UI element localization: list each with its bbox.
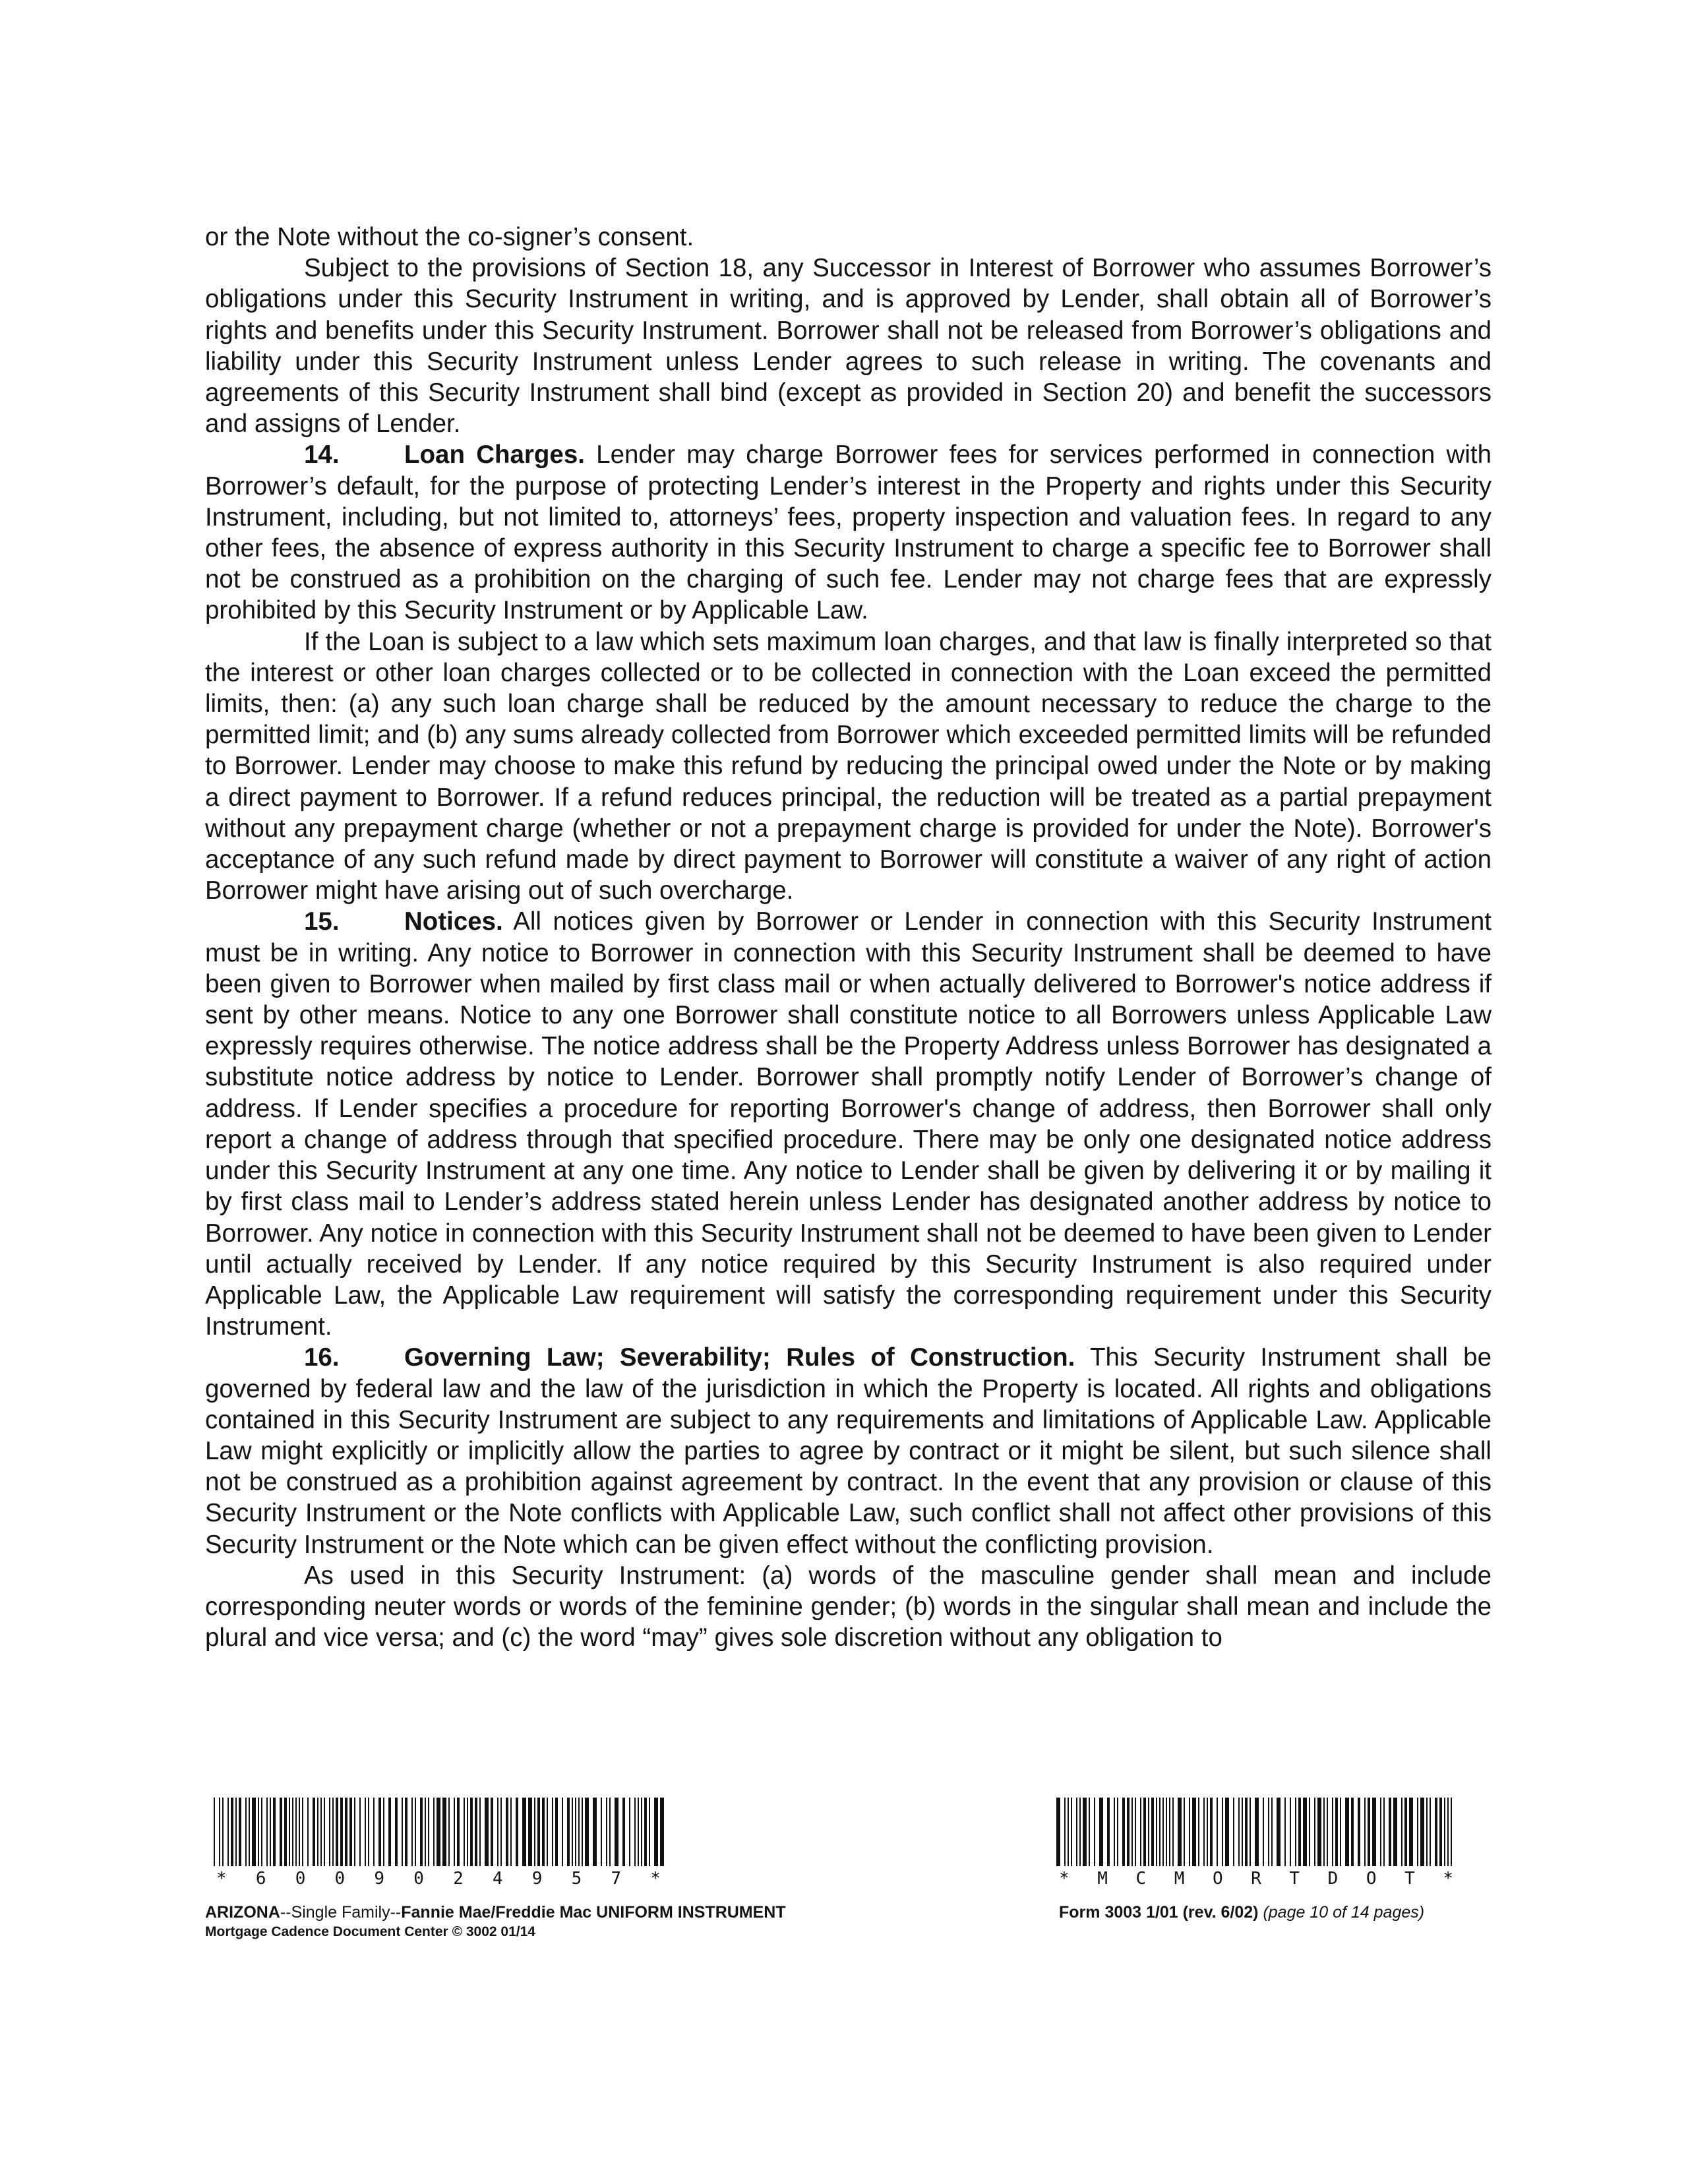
barcode-char: * [650, 1869, 661, 1889]
section-14-loan-charges [205, 439, 1492, 626]
barcode-bar [547, 1798, 548, 1866]
barcode-bar [349, 1798, 352, 1866]
barcode-bar [1210, 1798, 1213, 1866]
barcode-bar [641, 1798, 642, 1866]
barcode-bar [516, 1798, 518, 1866]
barcode-char: T [1404, 1869, 1415, 1889]
barcode-bar [1140, 1798, 1141, 1866]
barcode-bar [1203, 1798, 1205, 1866]
barcode-char: * [216, 1869, 227, 1889]
barcode-bar [1225, 1798, 1229, 1866]
barcode-bar [415, 1798, 416, 1866]
section-16-text: This Security Instrument shall be governed by federal law and the law of the jurisdiction in which the Property is located. All rights and obligations contained in this Security Instrument are subject to any requirements and limitations of Applicable Law. Applicable Law might explicitly or implicitly allow the parties to agree by contract or it might be silent, but such silence shall not be construed as a prohibition against agreement by contract. In the event that any provision or clause of this Security Instrument or the Note conflicts with Applicable Law, such conflict shall not affect other provisions of this Security Instrument or the Note which can be given effect without the conflicting provision. [205, 1343, 1492, 1559]
barcode-bar [470, 1798, 473, 1866]
barcode-bar [1368, 1798, 1370, 1866]
barcode-bar [510, 1798, 512, 1866]
barcode-bar [345, 1798, 347, 1866]
barcode-bar [1099, 1798, 1103, 1866]
barcode-bar [1309, 1798, 1310, 1866]
barcode-bar [1068, 1798, 1069, 1866]
barcode-bar [609, 1798, 611, 1866]
barcode-bar [1335, 1798, 1338, 1866]
barcode-bar [1409, 1798, 1413, 1866]
section-15-number: 15. [304, 907, 340, 936]
barcode-char: 2 [453, 1869, 464, 1889]
barcode-bar [1198, 1798, 1199, 1866]
barcode-bar [1156, 1798, 1157, 1866]
barcode-bar [1122, 1798, 1125, 1866]
barcode-bar [629, 1798, 630, 1866]
barcode-bar [383, 1798, 384, 1866]
barcode-char: 0 [295, 1869, 306, 1889]
barcode-bar [258, 1798, 259, 1866]
barcode-bar [249, 1798, 250, 1866]
barcode-bar [307, 1798, 309, 1866]
barcode-bar [313, 1798, 315, 1866]
barcode-bar [219, 1798, 220, 1866]
barcode-bar [638, 1798, 639, 1866]
barcode-bar [457, 1798, 460, 1866]
barcode-bar [1079, 1798, 1081, 1866]
barcode-bar [227, 1798, 229, 1866]
barcode-bar [1417, 1798, 1418, 1866]
footer-instrument-name: Fannie Mae/Freddie Mac UNIFORM INSTRUMENT [401, 1903, 786, 1922]
barcode-bar [567, 1798, 570, 1866]
barcode-bar [1401, 1798, 1402, 1866]
barcode-bar [266, 1798, 268, 1866]
paragraph-successor-in-interest: Subject to the provisions of Section 18, any Successor in Interest of Borrower who assumes Borrower’s obligations under this Security Instrument in writing, and is approved by Lender, shall obtain all of Borrower’s rights and benefits under this Security Instrument. Borrower shall not be released from Borrower’s obligations and liability under this Security Instrument unless Lender agrees to such release in writing. The covenants and agreements of this Security Instrument shall bind (except as provided in Section 20) and benefit the successors and assigns of Lender. [205, 254, 1492, 439]
barcode-bar [428, 1798, 429, 1866]
barcode-caption [212, 1869, 665, 1889]
footer-document-center: Mortgage Cadence Document Center © 3002 01/14 [205, 1924, 535, 1939]
barcode-bar [354, 1798, 355, 1866]
barcode-bar [606, 1798, 607, 1866]
barcode-bar [1439, 1798, 1442, 1866]
barcode-bar [1143, 1798, 1146, 1866]
barcode-bar [1323, 1798, 1325, 1866]
barcode-bar [231, 1798, 233, 1866]
barcode-bar [214, 1798, 215, 1866]
barcode-bar [1107, 1798, 1110, 1866]
barcode-bar [222, 1798, 224, 1866]
document-id-barcode [212, 1798, 665, 1889]
barcode-bar [280, 1798, 282, 1866]
section-14-number: 14. [304, 440, 340, 470]
barcode-caption [1055, 1869, 1457, 1889]
barcode-bar [1192, 1798, 1196, 1866]
barcode-bar [1222, 1798, 1223, 1866]
barcode-bar [601, 1798, 602, 1866]
barcode-bar [582, 1798, 583, 1866]
section-14-title: Loan Charges. [404, 440, 585, 470]
barcode-bar [284, 1798, 287, 1866]
barcode-bar [1271, 1798, 1273, 1866]
barcode-bar [506, 1798, 508, 1866]
footer-form-identity [205, 1902, 786, 1941]
barcode-bar [1364, 1798, 1366, 1866]
barcode-char: 7 [611, 1869, 622, 1889]
barcode-char: 5 [571, 1869, 582, 1889]
barcode-bar [1404, 1798, 1407, 1866]
barcode-bar [324, 1798, 325, 1866]
footer-state: ARIZONA [205, 1903, 280, 1922]
barcode-bar [1207, 1798, 1208, 1866]
barcode-bar [615, 1798, 618, 1866]
section-16-title: Governing Law; Severability; Rules of Construction. [404, 1343, 1075, 1372]
barcode-bar [649, 1798, 650, 1866]
barcode-bar [1117, 1798, 1118, 1866]
barcode-bar [1303, 1798, 1307, 1866]
barcode-bar [644, 1798, 647, 1866]
barcode-bar [1233, 1798, 1234, 1866]
barcode-char: 6 [255, 1869, 266, 1889]
barcode-bar [1245, 1798, 1248, 1866]
barcode-bars [1055, 1798, 1457, 1866]
barcode-bar [405, 1798, 407, 1866]
barcode-bar [660, 1798, 664, 1866]
barcode-bar [373, 1798, 375, 1866]
barcode-char: O [1212, 1869, 1223, 1889]
barcode-bar [442, 1798, 446, 1866]
barcode-bar [1114, 1798, 1115, 1866]
barcode-char: 4 [492, 1869, 503, 1889]
barcode-bar [425, 1798, 426, 1866]
barcode-bar [1317, 1798, 1321, 1866]
barcode-bar [437, 1798, 440, 1866]
barcode-bar [1064, 1798, 1066, 1866]
barcode-bar [1340, 1798, 1341, 1866]
section-15-title: Notices. [404, 907, 503, 936]
barcode-bar [1277, 1798, 1281, 1866]
barcode-bar [1094, 1798, 1095, 1866]
barcode-char: 0 [334, 1869, 346, 1889]
barcode-bar [1420, 1798, 1424, 1866]
barcode-char: 0 [413, 1869, 424, 1889]
barcode-bar [1178, 1798, 1182, 1866]
barcode-bar [329, 1798, 330, 1866]
barcode-bar [555, 1798, 558, 1866]
barcode-bar [1263, 1798, 1264, 1866]
barcode-bar [302, 1798, 303, 1866]
barcode-char: D [1327, 1869, 1339, 1889]
document-body [205, 222, 1492, 1653]
barcode-bar [261, 1798, 262, 1866]
barcode-bar [395, 1798, 398, 1866]
barcode-bar [1284, 1798, 1286, 1866]
barcode-bar [552, 1798, 553, 1866]
barcode-bar [1242, 1798, 1243, 1866]
section-16-number: 16. [304, 1343, 340, 1372]
barcode-char: * [1059, 1869, 1070, 1889]
barcode-bar [1268, 1798, 1269, 1866]
barcode-bar [433, 1798, 435, 1866]
barcode-bar [497, 1798, 498, 1866]
section-15-text: All notices given by Borrower or Lender in connection with this Security Instrument must be in writing. Any notice to Borrower in connection with this Security Instrument shall be deemed to have been given to Borrower when mailed by first class mail or when actually delivered to Borrower's notice address if sent by other means. Notice to any one Borrower shall constitute notice to all Borrowers unless Applicable Law expressly requires otherwise. The notice address shall be the Property Address unless Borrower has designated a substitute notice address by notice to Lender. Borrower shall promptly notify Lender of Borrower’s change of address. If Lender specifies a procedure for reporting Borrower's change of address, then Borrower shall only report a change of address through that specified procedure. There may be only one designated notice address under this Security Instrument at any one time. Any notice to Lender shall be given by delivering it or by mailing it by first class mail to Lender’s address stated herein unless Lender has designated another address by notice to Borrower. Any notice in connection with this Security Instrument shall not be deemed to have been given to Lender until actually received by Lender. If any notice required by this Security Instrument is also required under Applicable Law, the Applicable Law requirement will satisfy the corresponding requirement under this Security Instrument. [205, 907, 1492, 1341]
barcode-bar [467, 1798, 468, 1866]
barcode-bar [1131, 1798, 1133, 1866]
barcode-bar [1332, 1798, 1333, 1866]
barcode-bar [295, 1798, 297, 1866]
barcode-char: T [1289, 1869, 1300, 1889]
barcode-bar [252, 1798, 256, 1866]
barcode-bar [479, 1798, 481, 1866]
barcode-bar [332, 1798, 334, 1866]
barcode-bar [235, 1798, 237, 1866]
barcode-bar [585, 1798, 589, 1866]
barcode-bar [464, 1798, 465, 1866]
barcode-bar [634, 1798, 636, 1866]
barcode-bar [1159, 1798, 1160, 1866]
page-indicator: (page 10 of 14 pages) [1263, 1903, 1425, 1922]
barcode-bar [1151, 1798, 1154, 1866]
paragraph-maximum-loan-charges: If the Loan is subject to a law which sets maximum loan charges, and that law is finally interpreted so that the interest or other loan charges collected or to be collected in connection with the Loan exceed the permitted limits, then: (a) any such loan charge shall be reduced by the amount necessary to reduce the charge to the permitted limit; and (b) any sums already collected from Borrower which exceeded permitted limits will be refunded to Borrower. Lender may choose to make this refund by reducing the principal owed under the Note or by making a direct payment to Borrower. If a refund reduces principal, the reduction will be treated as a partial prepayment without any prepayment charge (whether or not a prepayment charge is provided for under the Note). Borrower's acceptance of any such refund made by direct payment to Borrower will constitute a waiver of any right of action Borrower might have arising out of such overcharge. [205, 627, 1492, 905]
barcode-bar [448, 1798, 450, 1866]
barcode-bar [534, 1798, 535, 1866]
barcode-bar [336, 1798, 338, 1866]
barcode-bar [1184, 1798, 1185, 1866]
barcode-bar [245, 1798, 247, 1866]
barcode-bar [1290, 1798, 1291, 1866]
barcode-bar [1447, 1798, 1449, 1866]
barcode-bar [1071, 1798, 1072, 1866]
barcode-bar [1089, 1798, 1090, 1866]
barcode-char: M [1097, 1869, 1108, 1889]
barcode-char: R [1251, 1869, 1261, 1889]
barcode-bar [1389, 1798, 1391, 1866]
barcode-bar [1314, 1798, 1315, 1866]
barcode-char: 9 [374, 1869, 385, 1889]
barcode-bar [411, 1798, 413, 1866]
barcode-bar [289, 1798, 290, 1866]
barcode-bar [1217, 1798, 1218, 1866]
barcode-bar [402, 1798, 403, 1866]
paragraph-cosigner-end: or the Note without the co-signer’s consent. [205, 223, 694, 251]
section-14-text: Lender may charge Borrower fees for services performed in connection with Borrower’s default, for the purpose of protecting Lender’s interest in the Property and rights under this Security Instrument, including, but not limited to, attorneys’ fees, property inspection and valuation fees. In regard to any other fees, the absence of express authority in this Security Instrument to charge a specific fee to Borrower shall not be construed as a prohibition on the charging of such fee. Lender may not charge fees that are expressly prohibited by this Security Instrument or by Applicable Law. [205, 440, 1492, 625]
barcode-bar [528, 1798, 532, 1866]
footer-instrument-title [205, 1902, 786, 1923]
barcode-bar [1250, 1798, 1251, 1866]
barcode-bar [359, 1798, 361, 1866]
barcode-bar [299, 1798, 300, 1866]
barcode-bar [273, 1798, 276, 1866]
barcode-char: O [1366, 1869, 1377, 1889]
barcode-bar [1076, 1798, 1077, 1866]
barcode-bar [622, 1798, 625, 1866]
barcode-bar [320, 1798, 322, 1866]
barcode-bar [1358, 1798, 1360, 1866]
barcode-bar [475, 1798, 477, 1866]
paragraph-rules-of-construction: As used in this Security Instrument: (a) words of the masculine gender shall mean and include corresponding neuter words or words of the feminine gender; (b) words in the singular shall mean and include the plural and vice versa; and (c) the word “may” gives sole discretion without any obligation to [205, 1561, 1492, 1653]
barcode-bar [420, 1798, 423, 1866]
barcode-bar [485, 1798, 489, 1866]
barcode-bar [562, 1798, 563, 1866]
barcode-bar [1056, 1798, 1060, 1866]
barcode-bar [270, 1798, 271, 1866]
footer-form-number [1059, 1902, 1424, 1923]
barcode-bar [593, 1798, 597, 1866]
barcode-bar [1189, 1798, 1190, 1866]
barcode-bar [1430, 1798, 1431, 1866]
barcode-bar [1327, 1798, 1328, 1866]
barcode-bar [1383, 1798, 1385, 1866]
barcode-bar [1372, 1798, 1376, 1866]
barcode-bar [1172, 1798, 1174, 1866]
barcode-bar [537, 1798, 540, 1866]
barcode-bar [317, 1798, 318, 1866]
barcode-char: M [1174, 1869, 1185, 1889]
barcode-bar [1426, 1798, 1428, 1866]
barcode-bar [1298, 1798, 1301, 1866]
barcode-bar [1351, 1798, 1354, 1866]
barcode-bar [578, 1798, 580, 1866]
footer-form-id: Form 3003 1/01 (rev. 6/02) [1059, 1903, 1259, 1922]
barcode-char: * [1443, 1869, 1453, 1889]
barcode-bar [292, 1798, 293, 1866]
barcode-bar [575, 1798, 576, 1866]
barcode-bar [500, 1798, 502, 1866]
barcode-bar [340, 1798, 343, 1866]
barcode-bar [522, 1798, 526, 1866]
barcode-bar [542, 1798, 545, 1866]
footer-property-type: --Single Family-- [280, 1903, 402, 1922]
barcode-bar [368, 1798, 369, 1866]
barcode-char: C [1135, 1869, 1147, 1889]
section-16-governing-law [205, 1342, 1492, 1560]
barcode-bar [1238, 1798, 1240, 1866]
barcode-bar [388, 1798, 391, 1866]
barcode-bar [1169, 1798, 1170, 1866]
barcode-bar [378, 1798, 381, 1866]
barcode-bar [1295, 1798, 1296, 1866]
barcode-bar [572, 1798, 573, 1866]
barcode-bar [1393, 1798, 1397, 1866]
barcode-bar [1127, 1798, 1130, 1866]
section-15-notices [205, 906, 1492, 1342]
barcode-bar [1162, 1798, 1164, 1866]
barcode-bar [239, 1798, 241, 1866]
barcode-bar [454, 1798, 455, 1866]
barcode-bar [365, 1798, 366, 1866]
barcode-bar [654, 1798, 658, 1866]
barcode-bars [212, 1798, 665, 1866]
barcode-bar [1255, 1798, 1259, 1866]
barcode-bar [1135, 1798, 1136, 1866]
barcode-bar [1345, 1798, 1349, 1866]
form-type-barcode [1055, 1798, 1457, 1889]
barcode-bar [1148, 1798, 1149, 1866]
barcode-char: 9 [531, 1869, 543, 1889]
barcode-bar [1435, 1798, 1437, 1866]
barcode-bar [491, 1798, 493, 1866]
barcode-bar [1444, 1798, 1445, 1866]
barcode-bar [1451, 1798, 1452, 1866]
barcode-bar [1166, 1798, 1167, 1866]
barcode-bar [1380, 1798, 1381, 1866]
barcode-bar [1083, 1798, 1087, 1866]
